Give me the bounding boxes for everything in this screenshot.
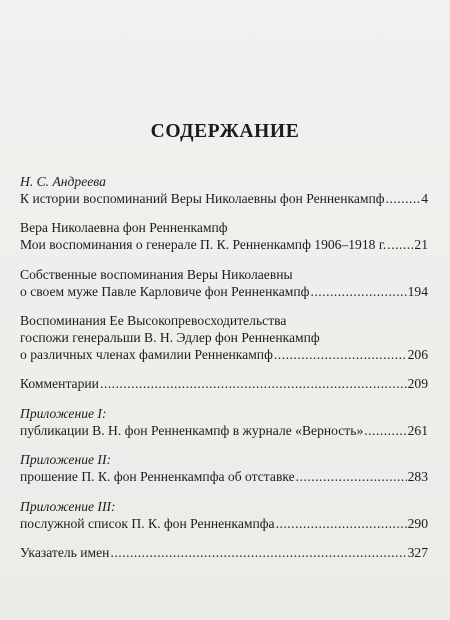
toc-entry-title: Вера Николаевна фон Ренненкампф bbox=[20, 220, 228, 235]
toc-entry-title: Собственные воспоминания Веры Николаевны bbox=[20, 267, 293, 282]
dot-leader bbox=[274, 346, 407, 363]
toc-entry-title: К истории воспоминаний Веры Николаевны фон Ренненкампф bbox=[20, 191, 385, 206]
toc-page-number: 261 bbox=[407, 423, 428, 438]
toc-entry-title: о своем муже Павле Карловиче фон Ренненкампф bbox=[20, 284, 310, 299]
dot-leader bbox=[387, 236, 413, 253]
toc-entry-line bbox=[20, 190, 428, 207]
toc-page-number: 209 bbox=[407, 376, 428, 391]
toc-page-number: 283 bbox=[407, 469, 428, 484]
toc-entry-title: Воспоминания Ее Высокопревосходительства bbox=[20, 313, 287, 328]
toc-entry-line bbox=[20, 515, 428, 532]
dot-leader bbox=[364, 422, 406, 439]
toc-entry-title: прошение П. К. фон Ренненкампфа об отставке bbox=[20, 469, 295, 484]
toc-page-number: 194 bbox=[407, 284, 428, 299]
toc-entry-author: Приложение I: bbox=[20, 406, 107, 421]
dot-leader bbox=[310, 283, 406, 300]
dot-leader bbox=[276, 515, 407, 532]
dot-leader bbox=[386, 190, 421, 207]
toc-entry-title: о различных членах фамилии Ренненкампф bbox=[20, 347, 273, 362]
toc-entry-author: Приложение III: bbox=[20, 499, 116, 514]
toc-entry-line bbox=[20, 468, 428, 485]
toc-entry-line bbox=[20, 236, 428, 253]
toc-page-number: 21 bbox=[414, 237, 428, 252]
page-title: СОДЕРЖАНИЕ bbox=[150, 121, 300, 142]
toc-entry-line bbox=[20, 283, 428, 300]
toc-entry-title: Указатель имен bbox=[20, 545, 110, 560]
toc-entry-line bbox=[20, 346, 428, 363]
dot-leader bbox=[110, 544, 406, 561]
toc-entry-title: Комментарии bbox=[20, 376, 99, 391]
dot-leader bbox=[100, 375, 407, 392]
toc-page-number: 206 bbox=[407, 347, 428, 362]
dot-leader bbox=[296, 468, 407, 485]
toc-entry-line bbox=[20, 422, 428, 439]
toc-entry-author: Н. С. Андреева bbox=[20, 174, 106, 189]
toc-entry-title: послужной список П. К. фон Ренненкампфа bbox=[20, 516, 275, 531]
toc-page-number: 4 bbox=[421, 191, 428, 206]
toc-entry-line bbox=[20, 375, 428, 392]
toc-entry-author: Приложение II: bbox=[20, 452, 112, 467]
toc-entry-title: публикации В. Н. фон Ренненкампф в журнале «Верность» bbox=[20, 423, 364, 438]
toc-entry-line bbox=[20, 544, 428, 561]
toc-entry-title: Мои воспоминания о генерале П. К. Ренненкампф 1906–1918 г. bbox=[20, 237, 387, 252]
toc-entry-title: госпожи генеральши В. Н. Эдлер фон Ренненкампф bbox=[20, 330, 320, 345]
toc-page-number: 290 bbox=[407, 516, 428, 531]
toc-page-number: 327 bbox=[407, 545, 428, 560]
